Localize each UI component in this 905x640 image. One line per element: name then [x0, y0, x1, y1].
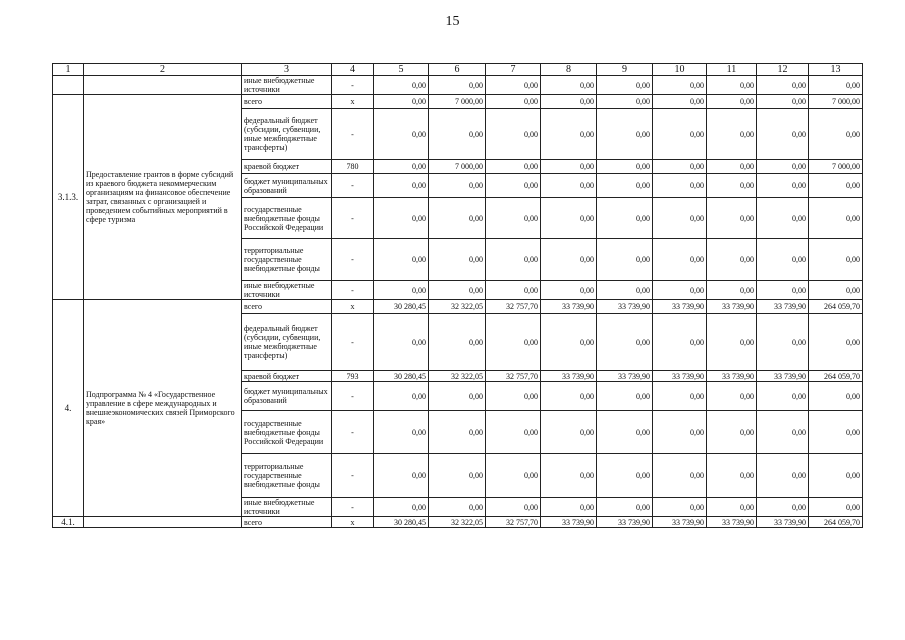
amount-cell: 0,00	[809, 198, 863, 239]
amount-cell: 0,00	[809, 411, 863, 454]
amount-cell: 0,00	[653, 382, 707, 411]
amount-cell: 33 739,90	[597, 517, 653, 528]
amount-cell: 7 000,00	[429, 95, 486, 109]
table-row	[53, 517, 863, 528]
funding-source-cell: государственные внебюджетные фонды Российской Федерации	[242, 411, 332, 454]
amount-cell: 0,00	[429, 198, 486, 239]
amount-cell: 0,00	[541, 498, 597, 517]
amount-cell: 0,00	[486, 382, 541, 411]
amount-cell: 0,00	[541, 109, 597, 160]
budget-code-cell: 793	[332, 371, 374, 382]
amount-cell: 0,00	[374, 281, 429, 300]
amount-cell: 33 739,90	[653, 371, 707, 382]
amount-cell: 0,00	[707, 160, 757, 174]
item-title-cell: Подпрограмма № 4 «Государственное управление в сфере международных и внешнеэкономических связей Приморского края»	[84, 300, 242, 517]
amount-cell: 0,00	[486, 411, 541, 454]
item-title-cell: Предоставление грантов в форме субсидий из краевого бюджета некоммерческим организациям на финансовое обеспечение затрат, связанных с организацией и проведением событийных мероприятий в сфере туризма	[84, 95, 242, 300]
amount-cell: 0,00	[374, 411, 429, 454]
amount-cell: 0,00	[541, 411, 597, 454]
amount-cell: 30 280,45	[374, 371, 429, 382]
table-row	[53, 300, 863, 314]
amount-cell: 0,00	[597, 411, 653, 454]
amount-cell: 0,00	[597, 239, 653, 281]
amount-cell: 0,00	[707, 95, 757, 109]
amount-cell: 0,00	[597, 76, 653, 95]
amount-cell: 32 757,70	[486, 371, 541, 382]
amount-cell: 0,00	[486, 76, 541, 95]
amount-cell: 0,00	[757, 95, 809, 109]
amount-cell: 0,00	[597, 281, 653, 300]
budget-code-cell: -	[332, 174, 374, 198]
amount-cell: 0,00	[757, 174, 809, 198]
funding-source-cell: федеральный бюджет (субсидии, субвенции, иные межбюджетные трансферты)	[242, 314, 332, 371]
amount-cell: 33 739,90	[653, 517, 707, 528]
funding-source-cell: бюджет муниципальных образований	[242, 174, 332, 198]
amount-cell: 0,00	[541, 314, 597, 371]
funding-source-cell: территориальные государственные внебюджетные фонды	[242, 454, 332, 498]
item-title-cell	[84, 76, 242, 95]
amount-cell: 0,00	[541, 160, 597, 174]
column-header: 11	[707, 64, 757, 76]
amount-cell: 0,00	[757, 239, 809, 281]
amount-cell: 0,00	[707, 174, 757, 198]
budget-code-cell: -	[332, 239, 374, 281]
amount-cell: 0,00	[541, 95, 597, 109]
amount-cell: 0,00	[374, 314, 429, 371]
amount-cell: 0,00	[707, 198, 757, 239]
amount-cell: 0,00	[374, 174, 429, 198]
funding-source-cell: территориальные государственные внебюджетные фонды	[242, 239, 332, 281]
budget-code-cell: -	[332, 498, 374, 517]
amount-cell: 32 322,05	[429, 371, 486, 382]
column-header: 10	[653, 64, 707, 76]
amount-cell: 0,00	[707, 76, 757, 95]
amount-cell: 0,00	[541, 198, 597, 239]
budget-code-cell: x	[332, 95, 374, 109]
amount-cell: 0,00	[597, 174, 653, 198]
amount-cell: 0,00	[809, 281, 863, 300]
amount-cell: 0,00	[707, 498, 757, 517]
amount-cell: 32 757,70	[486, 300, 541, 314]
funding-source-cell: краевой бюджет	[242, 371, 332, 382]
amount-cell: 0,00	[374, 95, 429, 109]
amount-cell: 0,00	[429, 76, 486, 95]
amount-cell: 264 059,70	[809, 371, 863, 382]
column-header: 7	[486, 64, 541, 76]
table-row	[53, 76, 863, 95]
amount-cell: 33 739,90	[541, 371, 597, 382]
amount-cell: 0,00	[486, 239, 541, 281]
budget-code-cell: -	[332, 198, 374, 239]
column-header: 6	[429, 64, 486, 76]
amount-cell: 0,00	[429, 454, 486, 498]
amount-cell: 33 739,90	[757, 517, 809, 528]
amount-cell: 0,00	[486, 160, 541, 174]
amount-cell: 0,00	[707, 314, 757, 371]
column-header: 12	[757, 64, 809, 76]
amount-cell: 0,00	[374, 198, 429, 239]
funding-source-cell: всего	[242, 517, 332, 528]
budget-code-cell: -	[332, 76, 374, 95]
amount-cell: 7 000,00	[429, 160, 486, 174]
budget-code-cell: x	[332, 517, 374, 528]
amount-cell: 33 739,90	[597, 300, 653, 314]
amount-cell: 33 739,90	[707, 371, 757, 382]
funding-source-cell: краевой бюджет	[242, 160, 332, 174]
amount-cell: 0,00	[374, 76, 429, 95]
amount-cell: 0,00	[707, 109, 757, 160]
amount-cell: 0,00	[757, 109, 809, 160]
amount-cell: 0,00	[653, 498, 707, 517]
amount-cell: 0,00	[707, 281, 757, 300]
amount-cell: 32 322,05	[429, 300, 486, 314]
amount-cell: 33 739,90	[653, 300, 707, 314]
funding-source-cell: иные внебюджетные источники	[242, 76, 332, 95]
amount-cell: 0,00	[486, 95, 541, 109]
amount-cell: 0,00	[757, 76, 809, 95]
budget-code-cell: 780	[332, 160, 374, 174]
amount-cell: 0,00	[374, 454, 429, 498]
amount-cell: 0,00	[809, 76, 863, 95]
amount-cell: 30 280,45	[374, 517, 429, 528]
amount-cell: 0,00	[653, 198, 707, 239]
amount-cell: 0,00	[597, 498, 653, 517]
amount-cell: 33 739,90	[541, 300, 597, 314]
item-number-cell: 4.	[53, 300, 84, 517]
budget-table	[52, 63, 863, 528]
budget-code-cell: -	[332, 411, 374, 454]
amount-cell: 0,00	[597, 109, 653, 160]
amount-cell: 0,00	[486, 109, 541, 160]
amount-cell: 0,00	[486, 198, 541, 239]
item-title-cell	[84, 517, 242, 528]
amount-cell: 0,00	[374, 498, 429, 517]
amount-cell: 0,00	[486, 281, 541, 300]
funding-source-cell: федеральный бюджет (субсидии, субвенции, иные межбюджетные трансферты)	[242, 109, 332, 160]
amount-cell: 0,00	[541, 76, 597, 95]
table-row	[53, 95, 863, 109]
amount-cell: 33 739,90	[541, 517, 597, 528]
amount-cell: 0,00	[757, 160, 809, 174]
amount-cell: 0,00	[757, 382, 809, 411]
budget-code-cell: -	[332, 454, 374, 498]
amount-cell: 0,00	[486, 498, 541, 517]
column-header: 5	[374, 64, 429, 76]
amount-cell: 0,00	[541, 454, 597, 498]
amount-cell: 0,00	[541, 281, 597, 300]
amount-cell: 0,00	[653, 454, 707, 498]
amount-cell: 0,00	[809, 382, 863, 411]
amount-cell: 0,00	[809, 314, 863, 371]
funding-source-cell: иные внебюджетные источники	[242, 281, 332, 300]
amount-cell: 0,00	[597, 95, 653, 109]
amount-cell: 0,00	[429, 382, 486, 411]
amount-cell: 0,00	[707, 382, 757, 411]
amount-cell: 0,00	[597, 198, 653, 239]
amount-cell: 0,00	[653, 411, 707, 454]
amount-cell: 0,00	[653, 76, 707, 95]
column-header: 2	[84, 64, 242, 76]
amount-cell: 0,00	[374, 239, 429, 281]
column-header: 3	[242, 64, 332, 76]
amount-cell: 0,00	[597, 454, 653, 498]
amount-cell: 33 739,90	[707, 300, 757, 314]
column-header: 8	[541, 64, 597, 76]
amount-cell: 0,00	[757, 314, 809, 371]
budget-code-cell: -	[332, 109, 374, 160]
item-number-cell: 4.1.	[53, 517, 84, 528]
amount-cell: 0,00	[653, 95, 707, 109]
amount-cell: 0,00	[597, 160, 653, 174]
amount-cell: 0,00	[597, 314, 653, 371]
amount-cell: 32 757,70	[486, 517, 541, 528]
amount-cell: 0,00	[809, 239, 863, 281]
amount-cell: 0,00	[374, 109, 429, 160]
amount-cell: 0,00	[653, 160, 707, 174]
budget-code-cell: -	[332, 382, 374, 411]
amount-cell: 0,00	[486, 174, 541, 198]
amount-cell: 0,00	[486, 314, 541, 371]
budget-code-cell: -	[332, 314, 374, 371]
column-number-header-row	[53, 64, 863, 76]
amount-cell: 0,00	[541, 382, 597, 411]
amount-cell: 0,00	[541, 239, 597, 281]
funding-source-cell: всего	[242, 300, 332, 314]
amount-cell: 0,00	[429, 281, 486, 300]
amount-cell: 0,00	[809, 454, 863, 498]
amount-cell: 0,00	[429, 174, 486, 198]
amount-cell: 0,00	[653, 239, 707, 281]
amount-cell: 0,00	[757, 411, 809, 454]
amount-cell: 0,00	[707, 454, 757, 498]
amount-cell: 0,00	[486, 454, 541, 498]
amount-cell: 0,00	[653, 281, 707, 300]
funding-source-cell: бюджет муниципальных образований	[242, 382, 332, 411]
funding-source-cell: государственные внебюджетные фонды Российской Федерации	[242, 198, 332, 239]
amount-cell: 0,00	[757, 281, 809, 300]
column-header: 13	[809, 64, 863, 76]
item-number-cell	[53, 76, 84, 95]
item-number-cell: 3.1.3.	[53, 95, 84, 300]
amount-cell: 0,00	[374, 382, 429, 411]
amount-cell: 0,00	[541, 174, 597, 198]
amount-cell: 0,00	[429, 411, 486, 454]
amount-cell: 0,00	[653, 109, 707, 160]
column-header: 9	[597, 64, 653, 76]
amount-cell: 0,00	[757, 454, 809, 498]
amount-cell: 0,00	[429, 314, 486, 371]
amount-cell: 0,00	[653, 174, 707, 198]
column-header: 4	[332, 64, 374, 76]
amount-cell: 7 000,00	[809, 160, 863, 174]
amount-cell: 0,00	[653, 314, 707, 371]
amount-cell: 7 000,00	[809, 95, 863, 109]
amount-cell: 0,00	[809, 498, 863, 517]
amount-cell: 0,00	[757, 198, 809, 239]
amount-cell: 0,00	[374, 160, 429, 174]
amount-cell: 33 739,90	[757, 371, 809, 382]
amount-cell: 0,00	[429, 498, 486, 517]
amount-cell: 0,00	[597, 382, 653, 411]
amount-cell: 0,00	[707, 239, 757, 281]
page-number: 15	[445, 14, 460, 29]
amount-cell: 0,00	[809, 109, 863, 160]
budget-code-cell: x	[332, 300, 374, 314]
table-body	[53, 64, 863, 528]
amount-cell: 33 739,90	[757, 300, 809, 314]
amount-cell: 264 059,70	[809, 300, 863, 314]
amount-cell: 0,00	[757, 498, 809, 517]
amount-cell: 32 322,05	[429, 517, 486, 528]
amount-cell: 0,00	[707, 411, 757, 454]
amount-cell: 0,00	[809, 174, 863, 198]
funding-source-cell: всего	[242, 95, 332, 109]
amount-cell: 0,00	[429, 239, 486, 281]
budget-code-cell: -	[332, 281, 374, 300]
column-header: 1	[53, 64, 84, 76]
funding-source-cell: иные внебюджетные источники	[242, 498, 332, 517]
amount-cell: 33 739,90	[597, 371, 653, 382]
amount-cell: 33 739,90	[707, 517, 757, 528]
amount-cell: 30 280,45	[374, 300, 429, 314]
amount-cell: 0,00	[429, 109, 486, 160]
amount-cell: 264 059,70	[809, 517, 863, 528]
